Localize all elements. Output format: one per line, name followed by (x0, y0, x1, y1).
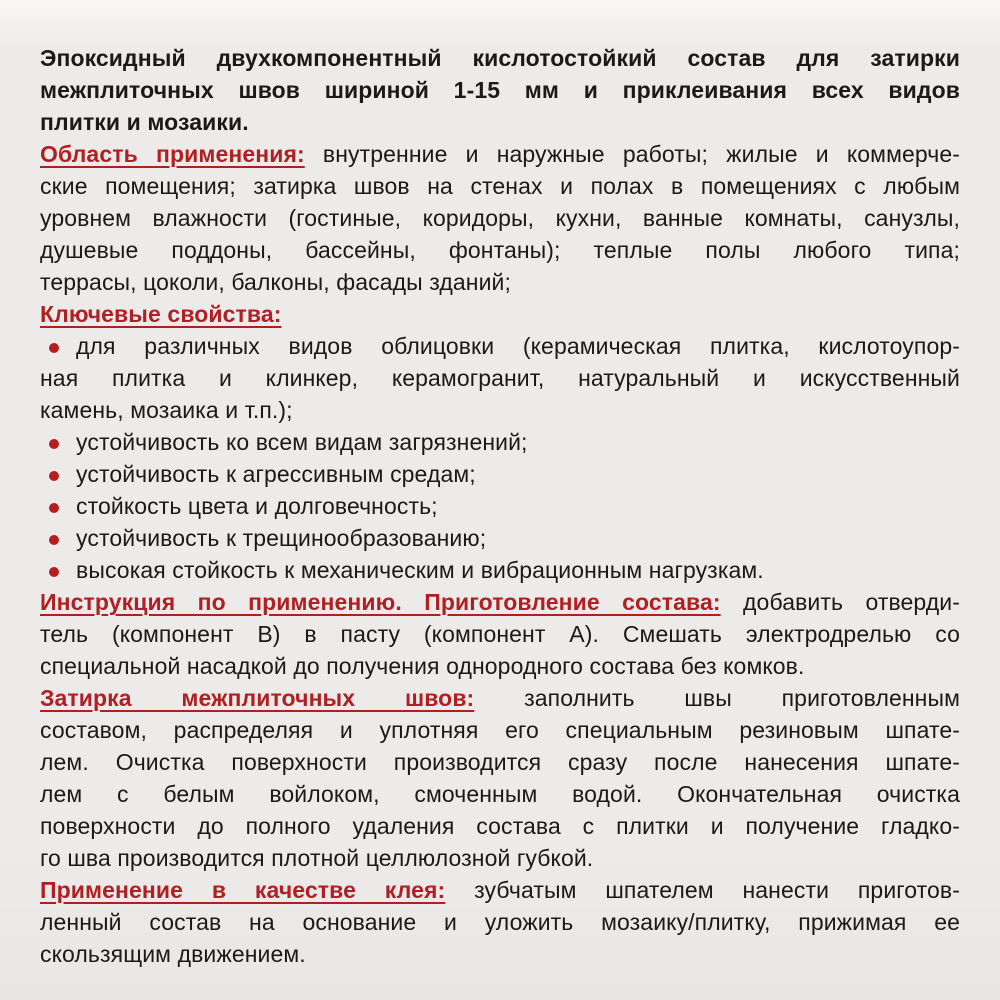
text-line: устойчивость ко всем видам загрязнений; (40, 426, 960, 458)
text-line (40, 298, 960, 330)
text-line: уровнем влажности (гостиные, коридоры, кухни, ванные комнаты, санузлы, (40, 205, 960, 231)
text-line: устойчивость к трещинообразованию; (40, 522, 960, 554)
bullet-dot-icon (49, 535, 59, 545)
bullet-item-mechanical-loads (40, 554, 960, 586)
text-line: лем. Очистка поверхности производится сразу после нанесения шпате- (40, 749, 960, 775)
text-line: Применение в качестве клея: зубчатым шпателем нанести приготов- (40, 877, 960, 903)
text-line: Затирка межплиточных швов: заполнить швы приготовленным (40, 685, 960, 711)
section-heading: Применение в качестве клея: (40, 877, 446, 903)
bullet-dot-icon (49, 471, 59, 481)
text-line: скользящим движением. (40, 941, 306, 967)
section-instructions-preparation (40, 586, 960, 682)
bullet-dot-icon (49, 503, 59, 513)
bullet-dot-icon (49, 439, 59, 449)
text-line: ленный состав на основание и уложить мозаику/плитку, прижимая ее (40, 909, 960, 935)
section-grouting (40, 682, 960, 874)
text-line: высокая стойкость к механическим и вибрационным нагрузкам. (40, 554, 960, 586)
text-line: ная плитка и клинкер, керамогранит, натуральный и искусственный (40, 365, 960, 391)
text-line: устойчивость к агрессивным средам; (40, 458, 960, 490)
bullet-item-aggressive-media (40, 458, 960, 490)
document-body (40, 42, 960, 970)
intro-paragraph (40, 42, 960, 138)
bullet-item-stain-resistance (40, 426, 960, 458)
text-line: Область применения: внутренние и наружные работы; жилые и коммерче- (40, 141, 961, 167)
text-line: для различных видов облицовки (керамическая плитка, кислотоупор- (40, 330, 960, 362)
section-use-as-adhesive (40, 874, 960, 970)
text-line: плитки и мозаики. (40, 109, 249, 135)
text-line: составом, распределяя и уплотняя его специальным резиновым шпате- (40, 717, 960, 743)
bullet-item-crack-resistance (40, 522, 960, 554)
text-line: камень, мозаика и т.п.); (40, 397, 293, 423)
bullet-item-facing-types (40, 330, 960, 426)
section-key-properties-heading (40, 298, 960, 330)
text-line: специальной насадкой до получения однородного состава без комков. (40, 653, 805, 679)
text-line: тель (компонент В) в пасту (компонент А). Смешать электродрелью со (40, 621, 960, 647)
text-line: го шва производится плотной целлюлозной губкой. (40, 845, 594, 871)
section-heading: Ключевые свойства: (40, 301, 282, 327)
section-heading: Инструкция по применению. Приготовление состава: (40, 589, 721, 615)
text-line: межплиточных швов шириной 1-15 мм и приклеивания всех видов (40, 77, 960, 103)
bullet-item-color-durability (40, 490, 960, 522)
text-line: Инструкция по применению. Приготовление состава: добавить отверди- (40, 589, 961, 615)
bullet-dot-icon (49, 567, 59, 577)
text-line: ские помещения; затирка швов на стенах и полах в помещениях с любым (40, 173, 960, 199)
text-line: душевые поддоны, бассейны, фонтаны); теплые полы любого типа; (40, 237, 960, 263)
text-line: стойкость цвета и долговечность; (40, 490, 960, 522)
text-line: Эпоксидный двухкомпонентный кислотостойкий состав для затирки (40, 45, 960, 71)
section-heading: Затирка межплиточных швов: (40, 685, 475, 711)
bullet-dot-icon (49, 343, 59, 353)
section-area-of-application (40, 138, 960, 298)
text-line: террасы, цоколи, балконы, фасады зданий; (40, 269, 511, 295)
section-heading: Область применения: (40, 141, 305, 167)
text-line: поверхности до полного удаления состава с плитки и получение гладко- (40, 813, 960, 839)
text-line: лем с белым войлоком, смоченным водой. Окончательная очистка (40, 781, 960, 807)
